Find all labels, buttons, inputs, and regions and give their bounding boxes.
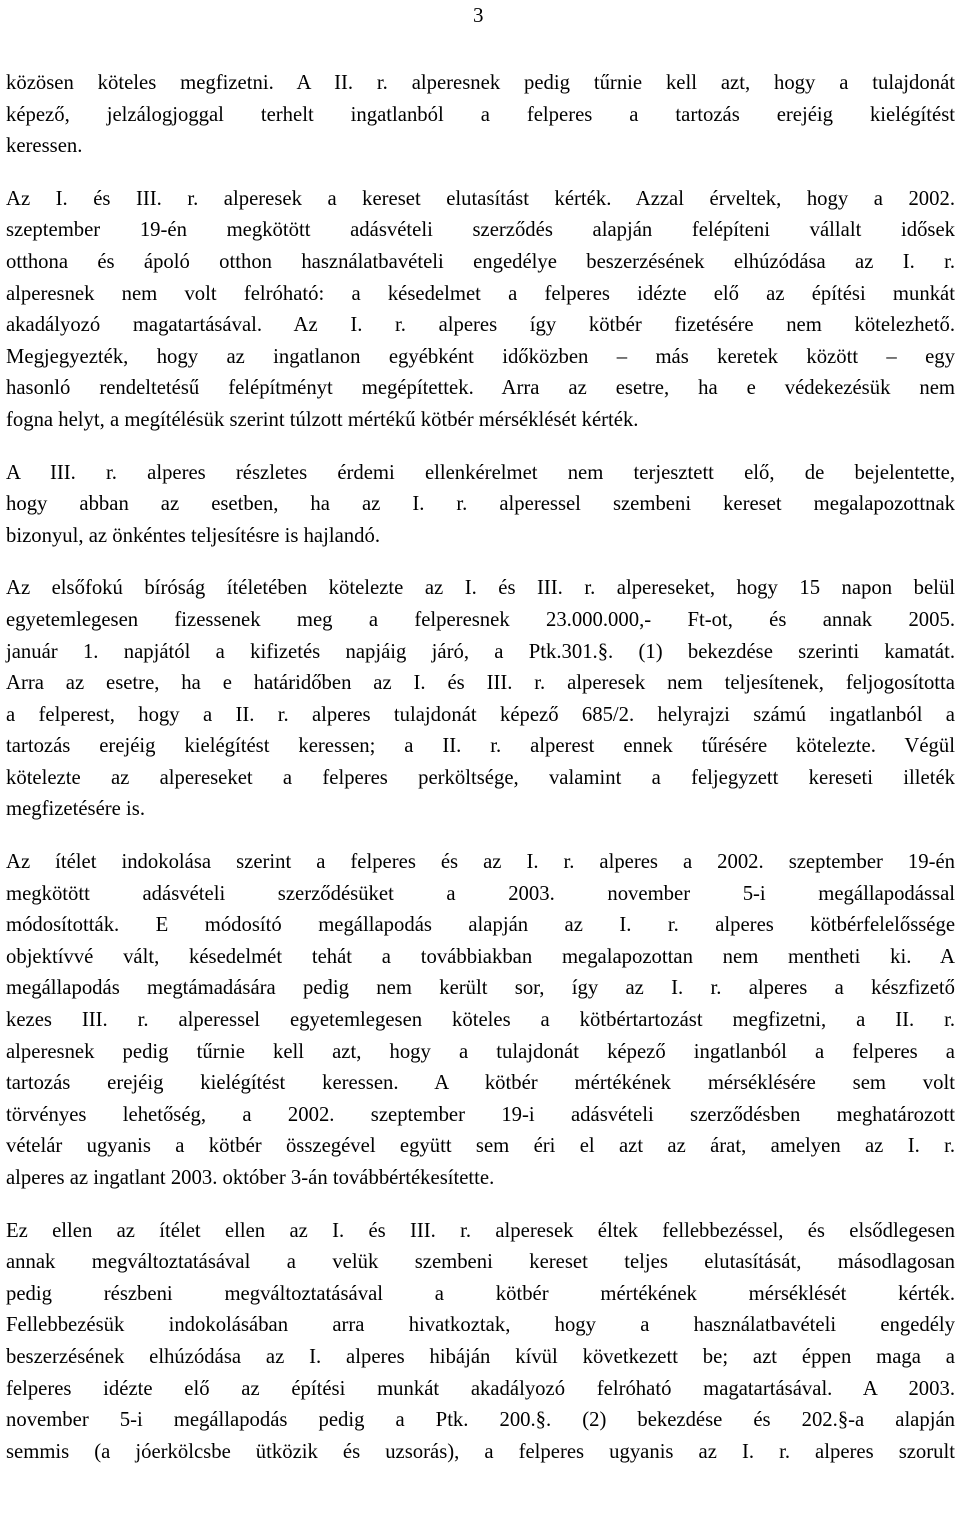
text-line: egyetemlegesen fizessenek meg a felperesnek 23.000.000,- Ft-ot, és annak 2005. [6, 608, 955, 631]
text-line: tartozás erejéig kielégítést keressen. A kötbér mértékének mérséklésére sem volt [6, 1072, 955, 1095]
text-line: beszerzésének elhúzódása az I. alperes hibáján kívül következett be; azt éppen maga a [6, 1345, 955, 1368]
text-line: november 5-i megállapodás pedig a Ptk. 200.§. (2) bekezdése és 202.§-a alapján [6, 1409, 955, 1432]
text-line: alperesnek pedig tűrnie kell azt, hogy a tulajdonát képező ingatlanból a felperes a [6, 1040, 955, 1063]
text-line: felperes idézte elő az építési munkát akadályozó felróható magatartásával. A 2003. [6, 1377, 955, 1400]
text-line: január 1. napjától a kifizetés napjáig járó, a Ptk.301.§. (1) bekezdése szerinti kamatát. [6, 640, 955, 663]
text-line: Megjegyezték, hogy az ingatlanon egyébként időközben – más keretek között – egy [6, 345, 955, 368]
text-line: semmis (a jóerkölcsbe ütközik és uzsorás), a felperes ugyanis az I. r. alperes szorult [6, 1440, 955, 1463]
text-line: Arra az esetre, ha e határidőben az I. és III. r. alperesek nem teljesítenek, feljogosította [6, 672, 955, 695]
text-line: Az ítélet indokolása szerint a felperes és az I. r. alperes a 2002. szeptember 19-én [6, 851, 955, 874]
text-line: Fellebbezésük indokolásában arra hivatkoztak, hogy a használatbavételi engedély [6, 1314, 955, 1337]
document-body [6, 68, 955, 1468]
text-line: módosították. E módosító megállapodás alapján az I. r. alperes kötbérfelelőssége [6, 914, 955, 937]
text-line: alperes az ingatlant 2003. október 3-án továbbértékesítette. [6, 1167, 495, 1189]
text-line: Az I. és III. r. alperesek a kereset elutasítást kérték. Azzal érveltek, hogy a 2002. [6, 187, 955, 210]
paragraph [6, 1216, 955, 1469]
text-line: Ez ellen az ítélet ellen az I. és III. r. alperesek éltek fellebbezéssel, és elsődlegesen [6, 1219, 955, 1242]
text-line: keressen. [6, 135, 83, 158]
text-line: bizonyul, az önkéntes teljesítésre is hajlandó. [6, 524, 380, 547]
text-line: pedig részbeni megváltoztatásával a kötbér mértékének mérséklését kérték. [6, 1282, 955, 1305]
text-line: fogna helyt, a megítélésük szerint túlzott mértékű kötbér mérséklését kérték. [6, 408, 639, 431]
text-line: alperesnek nem volt felróható: a késedelmet a felperes idézte elő az építési munkát [6, 282, 955, 305]
paragraph [6, 68, 955, 163]
paragraph [6, 847, 955, 1195]
text-line: képező, jelzálogjoggal terhelt ingatlanból a felperes a tartozás erejéig kielégítést [6, 103, 955, 126]
text-line: Az elsőfokú bíróság ítéletében kötelezte az I. és III. r. alpereseket, hogy 15 napon belül [6, 577, 955, 600]
text-line: objektívvé vált, késedelmét tehát a továbbiakban megalapozottan nem mentheti ki. A [6, 945, 955, 968]
paragraph [6, 573, 955, 826]
text-line: megkötött adásvételi szerződésüket a 2003. november 5-i megállapodással [6, 882, 955, 905]
text-line: a felperest, hogy a II. r. alperes tulajdonát képező 685/2. helyrajzi számú ingatlanból a [6, 703, 955, 726]
text-line: otthona és ápoló otthon használatbavételi engedélye beszerzésének elhúzódása az I. r. [6, 250, 955, 273]
paragraph [6, 184, 955, 437]
text-line: kötelezte az alpereseket a felperes perköltsége, valamint a feljegyzett kereseti illeték [6, 766, 955, 789]
page-number: 3 [473, 3, 484, 27]
text-line: annak megváltoztatásával a velük szembeni kereset teljes elutasítását, másodlagosan [6, 1251, 955, 1274]
text-line: kezes III. r. alperessel egyetemlegesen köteles a kötbértartozást megfizetni, a II. r. [6, 1009, 955, 1032]
text-line: törvényes lehetőség, a 2002. szeptember 19-i adásvételi szerződésben meghatározott [6, 1103, 955, 1126]
paragraph [6, 458, 955, 553]
text-line: tartozás erejéig kielégítést keressen; a II. r. alperest ennek tűrésére kötelezte. Végül [6, 735, 955, 758]
text-line: szeptember 19-én megkötött adásvételi szerződés alapján felépíteni vállalt idősek [6, 219, 955, 242]
text-line: közösen köteles megfizetni. A II. r. alperesnek pedig tűrnie kell azt, hogy a tulajdonát [6, 72, 955, 94]
text-line: hogy abban az esetben, ha az I. r. alperessel szembeni kereset megalapozottnak [6, 493, 955, 516]
text-line: hasonló rendeltetésű felépítményt megépítettek. Arra az esetre, ha e védekezésük nem [6, 377, 955, 400]
text-line: megállapodás megtámadására pedig nem került sor, így az I. r. alperes a készfizető [6, 977, 955, 1000]
text-line: A III. r. alperes részletes érdemi ellenkérelmet nem terjesztett elő, de bejelentette, [6, 461, 955, 484]
text-line: akadályozó magatartásával. Az I. r. alperes így kötbér fizetésére nem kötelezhető. [6, 314, 955, 337]
text-line: megfizetésére is. [6, 798, 145, 821]
text-line: vételár ugyanis a kötbér összegével együtt sem éri el azt az árat, amelyen az I. r. [6, 1135, 955, 1158]
